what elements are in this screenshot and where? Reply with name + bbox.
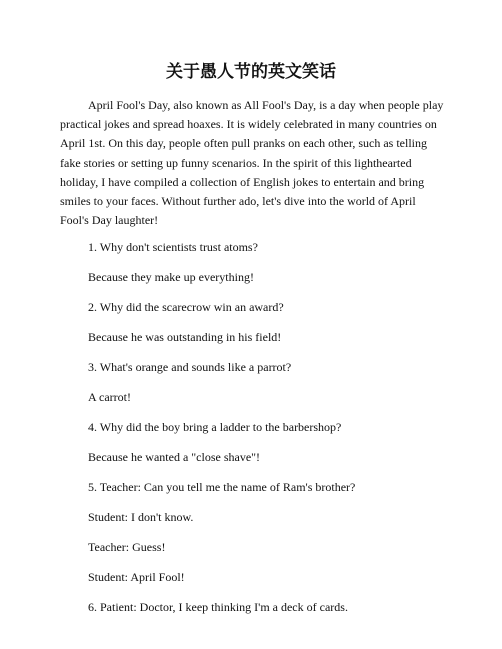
joke-line: Because they make up everything! (88, 270, 254, 284)
joke-line: 5. Teacher: Can you tell me the name of Ram's brother? (88, 480, 356, 494)
joke-line: 1. Why don't scientists trust atoms? (88, 240, 258, 254)
joke-line: Because he was outstanding in his field! (88, 330, 282, 344)
document-title: 关于愚人节的英文笑话 (166, 62, 336, 82)
joke-line: A carrot! (88, 390, 131, 404)
joke-line: 6. Patient: Doctor, I keep thinking I'm a deck of cards. (88, 600, 348, 614)
joke-line: Student: I don't know. (88, 510, 194, 524)
joke-line: 4. Why did the boy bring a ladder to the barbershop? (88, 420, 342, 434)
joke-line: Student: April Fool! (88, 570, 185, 584)
joke-line: Teacher: Guess! (88, 540, 166, 554)
joke-list (88, 240, 468, 630)
joke-line: 2. Why did the scarecrow win an award? (88, 300, 284, 314)
intro-paragraph: April Fool's Day, also known as All Fool's Day, is a day when people play practical jokes and spread hoaxes. It is widely celebrated in many countries on April 1st. On this day, people often pull pranks on each other, such as telling fake stories or setting up funny scenarios. In the spirit of this lighthearted holiday, I have compiled a collection of English jokes to entertain and bring smiles to your faces. Without further ado, let's dive into the world of April Fool's Day laughter! (60, 98, 444, 228)
joke-line: Because he wanted a "close shave"! (88, 450, 261, 464)
joke-line: 3. What's orange and sounds like a parrot? (88, 360, 292, 374)
